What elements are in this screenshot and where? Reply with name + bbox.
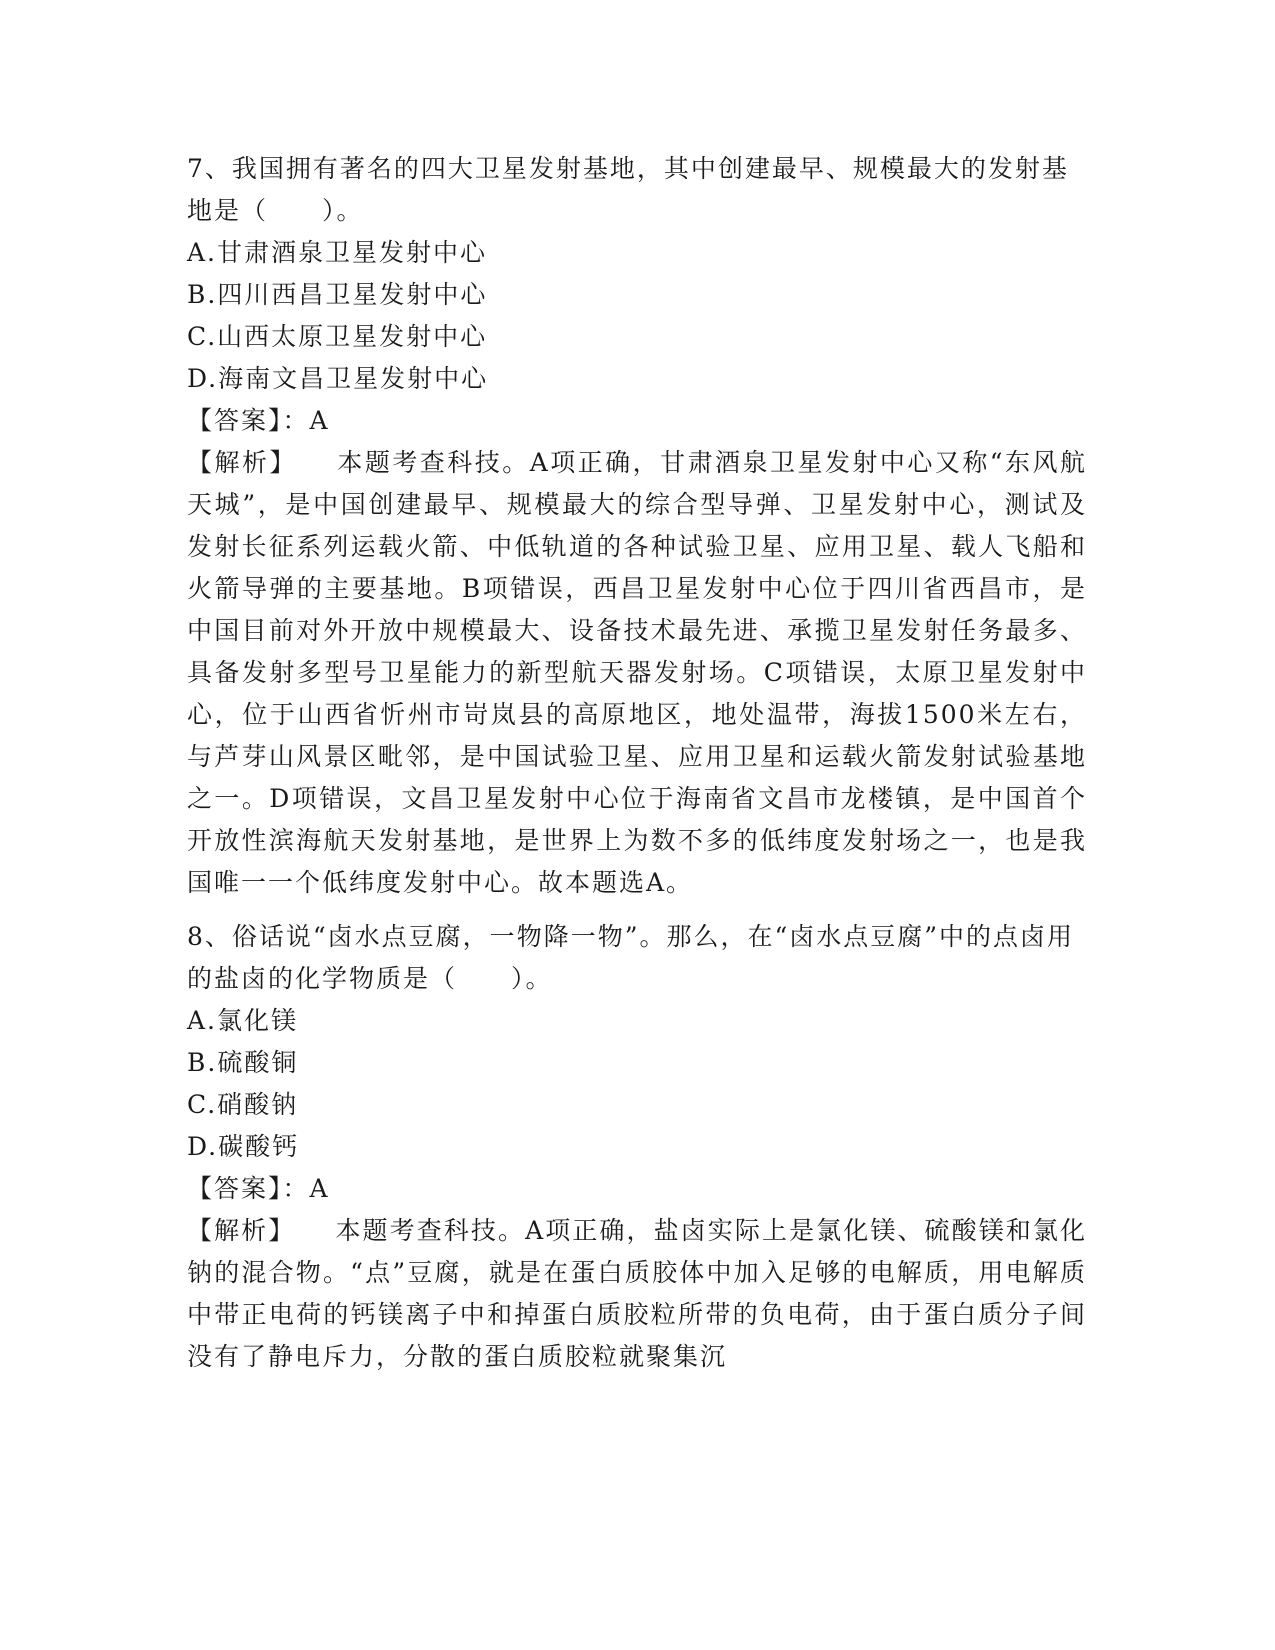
question-7 — [187, 148, 1087, 904]
answer-label: 【答案】： — [187, 406, 310, 435]
analysis-text: 本题考查科技。A项正确，盐卤实际上是氯化镁、硫酸镁和氯化钠的混合物。“点”豆腐，就是在蛋白质胶体中加入足够的电解质，用电解质中带正电荷的钙镁离子中和掉蛋白质胶粒所带的负电荷，由于蛋白质分子间没有了静电斥力，分散的蛋白质胶粒就聚集沉 — [187, 1216, 1087, 1371]
answer-value: A — [309, 1174, 330, 1203]
question-stem: 8、俗话说“卤水点豆腐，一物降一物”。那么，在“卤水点豆腐”中的点卤用的盐卤的化学物质是（ ）。 — [187, 922, 1075, 993]
option-a: A.氯化镁 — [187, 1006, 299, 1035]
analysis-text: 本题考查科技。A项正确，甘肃酒泉卫星发射中心又称“东风航天城”，是中国创建最早、规模最大的综合型导弹、卫星发射中心，测试及发射长征系列运载火箭、中低轨道的各种试验卫星、应用卫星、载人飞船和火箭导弹的主要基地。B项错误，西昌卫星发射中心位于四川省西昌市，是中国目前对外开放中规模最大、设备技术最先进、承揽卫星发射任务最多、具备发射多型号卫星能力的新型航天器发射场。C项错误，太原卫星发射中心，位于山西省忻州市岢岚县的高原地区，地处温带，海拔1500米左右，与芦芽山风景区毗邻，是中国试验卫星、应用卫星和运载火箭发射试验基地之一。D项错误，文昌卫星发射中心位于海南省文昌市龙楼镇，是中国首个开放性滨海航天发射基地，是世界上为数不多的低纬度发射场之一，也是我国唯一一个低纬度发射中心。故本题选A。 — [187, 448, 1087, 897]
option-d: D.碳酸钙 — [187, 1132, 300, 1161]
analysis-paragraph — [187, 1210, 1087, 1378]
analysis-label: 【解析】 — [187, 448, 297, 477]
question-8 — [187, 916, 1087, 1378]
answer-line — [187, 1168, 1087, 1210]
answer-line — [187, 400, 1087, 442]
document-content — [187, 148, 1087, 1378]
option-d: D.海南文昌卫星发射中心 — [187, 364, 489, 393]
answer-label: 【答案】： — [187, 1174, 310, 1203]
question-stem: 7、我国拥有著名的四大卫星发射基地，其中创建最早、规模最大的发射基地是（ ）。 — [187, 154, 1069, 225]
option-b: B.四川西昌卫星发射中心 — [187, 280, 488, 309]
analysis-label: 【解析】 — [187, 1216, 296, 1245]
option-c: C.硝酸钠 — [187, 1090, 299, 1119]
option-b: B.硫酸铜 — [187, 1048, 299, 1077]
answer-value: A — [309, 406, 330, 435]
option-c: C.山西太原卫星发射中心 — [187, 322, 488, 351]
option-a: A.甘肃酒泉卫星发射中心 — [187, 238, 488, 267]
analysis-paragraph — [187, 442, 1087, 904]
